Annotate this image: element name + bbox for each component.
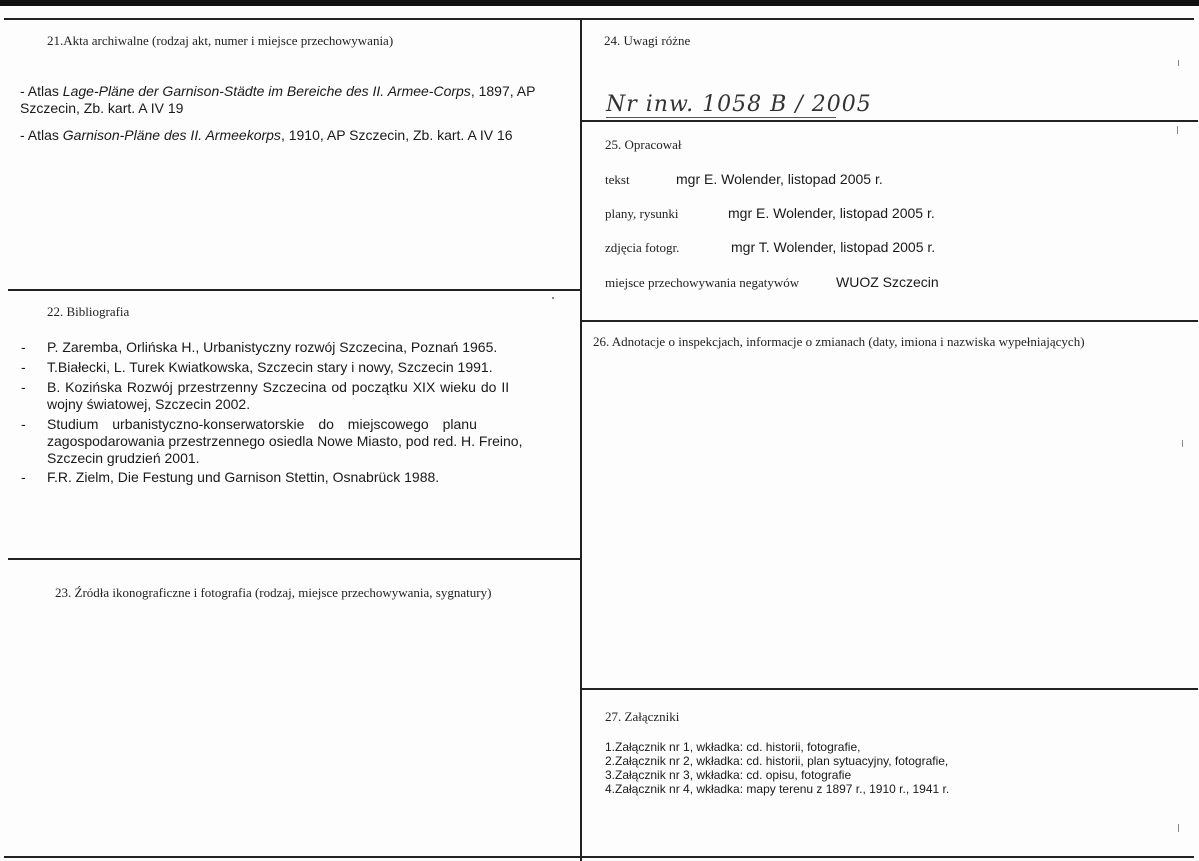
bibliography-item-3-line2: wojny światowej, Szczecin 2002.: [47, 396, 251, 412]
divider-22-23: [8, 558, 581, 560]
section-22-heading: 22. Bibliografia: [47, 304, 130, 319]
archive-item-2-title: Garnison-Pläne des II. Armeekorps: [62, 127, 281, 143]
divider-26-27: [581, 688, 1198, 690]
section-26-heading: 26. Adnotacje o inspekcjach, informacje o zmianach (daty, imiona i nazwiska wypełniających): [593, 334, 1085, 349]
form-bottom-border: [4, 856, 1194, 858]
bibliography-item-1: P. Zaremba, Orlińska H., Urbanistyczny rozwój Szczecina, Poznań 1965.: [47, 339, 498, 355]
bibliography-bullet: -: [21, 379, 26, 395]
author-text-label: tekst: [605, 172, 630, 187]
archive-item-2-prefix: - Atlas: [20, 127, 63, 143]
section-21-heading: 21.Akta archiwalne (rodzaj akt, numer i miejsce przechowywania): [47, 33, 394, 48]
bibliography-bullet: -: [21, 469, 26, 485]
bibliography-bullet: -: [21, 339, 26, 355]
scan-top-edge: [0, 0, 1199, 6]
author-drawings-label: plany, rysunki: [605, 206, 679, 221]
column-divider: [580, 18, 582, 861]
bibliography-item-5: F.R. Zielm, Die Festung und Garnison Stettin, Osnabrück 1988.: [47, 469, 440, 485]
attachment-item-1: 1.Załącznik nr 1, wkładka: cd. historii, fotografie,: [605, 740, 861, 754]
inventory-number-handwritten: Nr inw. 1058 B / 2005: [606, 92, 872, 117]
divider-21-22: [8, 289, 581, 291]
archive-item-2: [20, 127, 513, 144]
scan-speck: [1178, 60, 1179, 66]
author-drawings-value: mgr E. Wolender, listopad 2005 r.: [728, 205, 935, 221]
attachment-item-3: 3.Załącznik nr 3, wkładka: cd. opisu, fotografie: [605, 768, 852, 782]
bibliography-item-4-line3: Szczecin grudzień 2001.: [47, 450, 200, 466]
bibliography-item-4-line1: Studium urbanistyczno-konserwatorskie do miejscowego planu: [47, 416, 477, 432]
section-24-heading: 24. Uwagi różne: [604, 33, 691, 48]
archive-item-1-suffix: , 1897, AP: [470, 83, 536, 99]
archive-item-1-title: Lage-Pläne der Garnison-Städte im Bereiche des II. Armee-Corps: [62, 83, 471, 99]
archive-item-1: [20, 83, 535, 100]
archive-item-1-prefix: - Atlas: [20, 83, 63, 99]
bibliography-item-4-line2: zagospodarowania przestrzennego osiedla Nowe Miasto, pod red. H. Freino,: [47, 433, 523, 449]
bibliography-item-3-line1: B. Kozińska Rozwój przestrzenny Szczecina od początku XIX wieku do II: [47, 379, 510, 395]
form-top-border: [4, 18, 1194, 20]
archive-item-2-suffix: , 1910, AP Szczecin, Zb. kart. A IV 16: [280, 127, 513, 143]
scan-speck: [552, 297, 554, 299]
divider-25-26: [581, 320, 1198, 322]
handwriting-underline: [606, 117, 836, 118]
section-27-heading: 27. Załączniki: [605, 709, 680, 724]
scan-speck: [1178, 824, 1179, 832]
author-photos-value: mgr T. Wolender, listopad 2005 r.: [731, 239, 936, 255]
section-23-heading: 23. Źródła ikonograficzne i fotografia (rodzaj, miejsce przechowywania, sygnatury): [55, 585, 492, 600]
attachment-item-4: 4.Załącznik nr 4, wkładka: mapy terenu z 1897 r., 1910 r., 1941 r.: [605, 782, 950, 796]
author-text-value: mgr E. Wolender, listopad 2005 r.: [676, 171, 883, 187]
scan-speck: [1177, 126, 1178, 134]
divider-24-25: [581, 120, 1198, 122]
section-25-heading: 25. Opracował: [605, 137, 682, 152]
scan-speck: [1182, 440, 1183, 447]
bibliography-item-2: T.Białecki, L. Turek Kwiatkowska, Szczecin stary i nowy, Szczecin 1991.: [47, 359, 493, 375]
negatives-storage-label: miejsce przechowywania negatywów: [605, 275, 800, 290]
archive-item-1-line2: Szczecin, Zb. kart. A IV 19: [20, 100, 184, 116]
bibliography-bullet: -: [21, 416, 26, 432]
attachment-item-2: 2.Załącznik nr 2, wkładka: cd. historii, plan sytuacyjny, fotografie,: [605, 754, 949, 768]
bibliography-bullet: -: [21, 359, 26, 375]
author-photos-label: zdjęcia fotogr.: [605, 240, 680, 255]
negatives-storage-value: WUOZ Szczecin: [836, 274, 939, 290]
